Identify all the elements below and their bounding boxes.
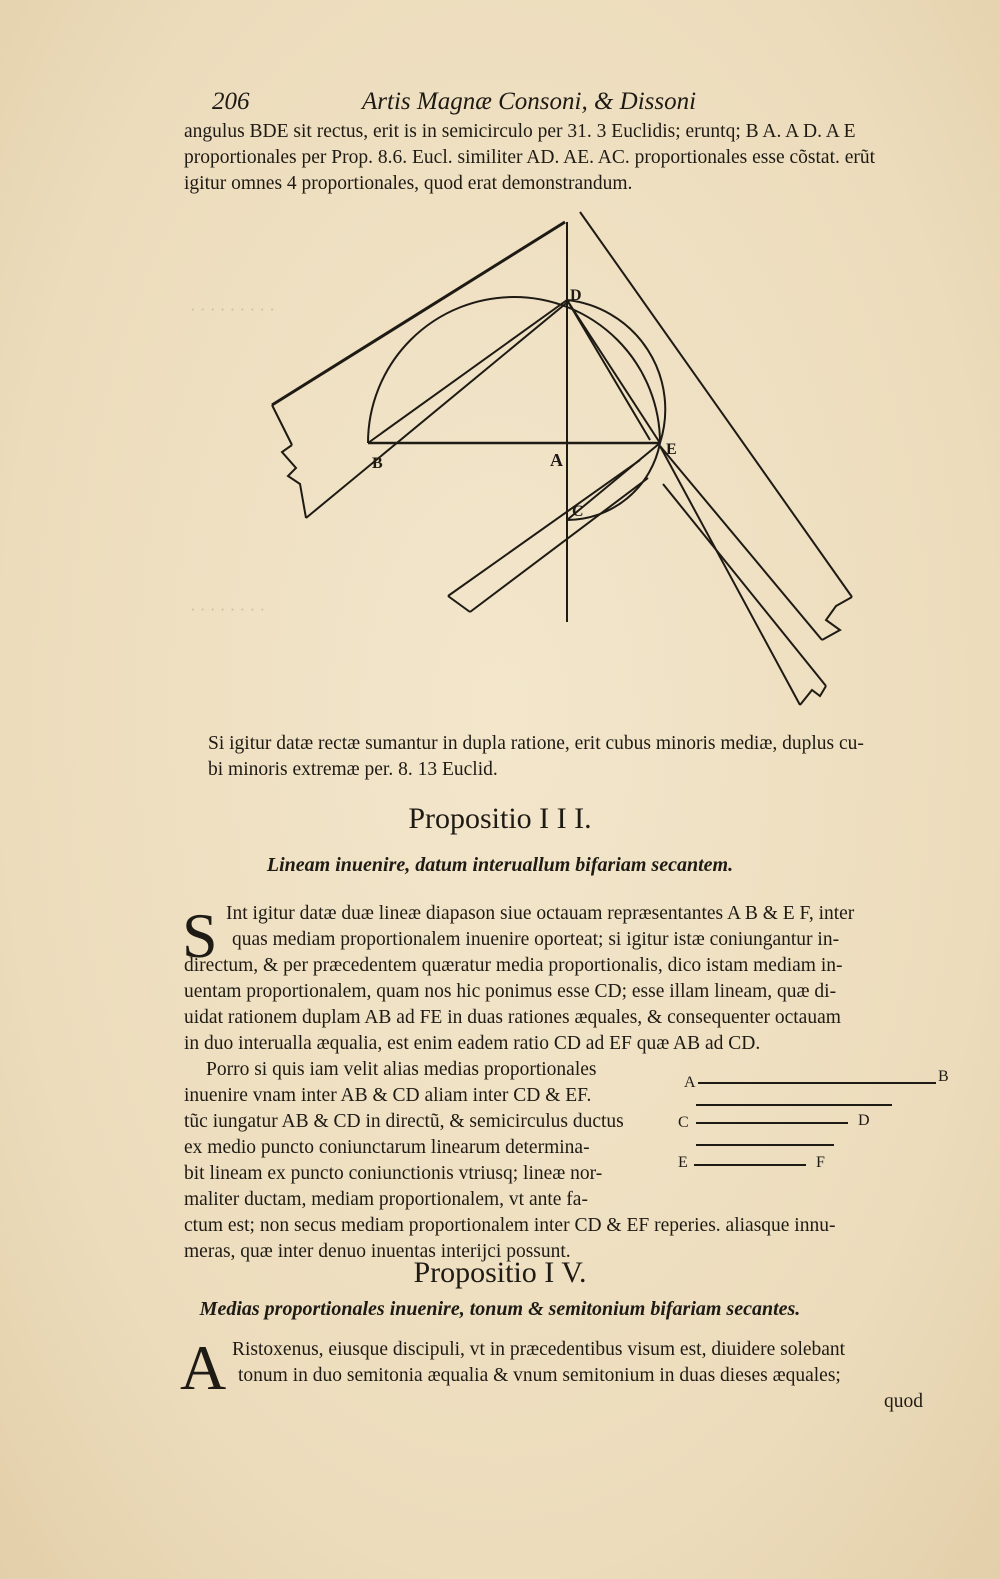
figure-label-e: E	[666, 441, 677, 458]
after-figure-line-2: bi minoris extremæ per. 8. 13 Euclid.	[208, 759, 498, 780]
prop3-subtitle: Lineam inuenire, datum interuallum bifariam secantem.	[266, 854, 734, 876]
figure-label-b: B	[372, 455, 383, 472]
intro-line-2: proportionales per Prop. 8.6. Eucl. similiter AD. AE. AC. proportionales esse cõstat. erũt	[184, 147, 876, 168]
prop3-line-14: meras, quæ inter denuo inuentas interijci possunt.	[184, 1241, 571, 1262]
bleed-through-text: · · · · · · · ·	[190, 600, 266, 619]
prop3-heading: Propositio I I I.	[408, 802, 592, 835]
segment-cd	[696, 1122, 848, 1124]
prop3-line-1: Int igitur datæ duæ lineæ diapason siue octauam repræsentantes A B & E F, inter	[226, 903, 855, 924]
segment-label-f: F	[816, 1154, 825, 1171]
intro-line-3: igitur omnes 4 proportionales, quod erat demonstrandum.	[184, 173, 633, 194]
prop3-line-11: bit lineam ex puncto coniunctionis vtriusq; lineæ nor-	[184, 1163, 603, 1184]
segment-ef	[694, 1164, 806, 1166]
figure-label-a: A	[550, 450, 563, 470]
catchword: quod	[884, 1391, 923, 1412]
segment-ab	[698, 1082, 936, 1084]
prop3-line-4: uentam proportionalem, quam nos hic ponimus esse CD; esse illam lineam, quæ di-	[184, 981, 837, 1002]
segment-cd-copy	[696, 1144, 834, 1146]
prop3-line-6: in duo interualla æqualia, est enim eadem ratio CD ad EF quæ AB ad CD.	[184, 1033, 761, 1054]
segment-label-c: C	[678, 1114, 689, 1131]
segment-ab-copy	[696, 1104, 892, 1106]
prop3-line-3: directum, & per præcedentem quæratur media proportionalis, dico istam mediam in-	[184, 955, 843, 976]
geometric-figure	[0, 0, 1000, 740]
prop3-line-10: ex medio puncto coniunctarum linearum determina-	[184, 1137, 590, 1158]
prop4-line-2: tonum in duo semitonia æqualia & vnum semitonium in duas dieses æquales;	[238, 1365, 841, 1386]
intro-line-1: angulus BDE sit rectus, erit is in semicirculo per 31. 3 Euclidis; eruntq; B A. A D. A E	[184, 121, 856, 142]
prop3-line-2: quas mediam proportionalem inuenire oporteat; si igitur istæ coniungantur in-	[232, 929, 840, 950]
prop3-line-9: tũc iungatur AB & CD in directũ, & semicirculus ductus	[184, 1111, 624, 1132]
segment-label-d: D	[858, 1112, 870, 1129]
prop3-line-8: inuenire vnam inter AB & CD aliam inter CD & EF.	[184, 1085, 592, 1106]
prop4-subtitle: Medias proportionales inuenire, tonum & semitonium bifariam secantes.	[199, 1298, 801, 1320]
prop3-line-12: maliter ductam, mediam proportionalem, vt ante fa-	[184, 1189, 588, 1210]
bleed-through-text: · · · · · · · · ·	[190, 300, 275, 319]
figure-label-c: C	[572, 503, 584, 520]
prop4-line-1: Ristoxenus, eiusque discipuli, vt in præcedentibus visum est, diuidere solebant	[232, 1339, 846, 1360]
segment-label-a: A	[684, 1074, 696, 1091]
prop3-line-13: ctum est; non secus mediam proportionalem inter CD & EF reperies. aliasque innu-	[184, 1215, 836, 1236]
segment-label-e: E	[678, 1154, 688, 1171]
figure-label-d: D	[570, 287, 582, 304]
segment-label-b: B	[938, 1068, 949, 1085]
running-title: Artis Magnæ Consoni, & Dissoni	[362, 88, 697, 115]
after-figure-line-1: Si igitur datæ rectæ sumantur in dupla ratione, erit cubus minoris mediæ, duplus cu-	[208, 733, 864, 754]
prop4-dropcap: A	[180, 1332, 227, 1403]
prop4-heading: Propositio I V.	[413, 1256, 587, 1289]
prop3-dropcap: S	[182, 900, 218, 971]
prop3-line-7: Porro si quis iam velit alias medias proportionales	[206, 1059, 597, 1080]
page-number: 206	[212, 88, 250, 115]
prop3-line-5: uidat rationem duplam AB ad FE in duas rationes æquales, & consequenter octauam	[184, 1007, 841, 1028]
